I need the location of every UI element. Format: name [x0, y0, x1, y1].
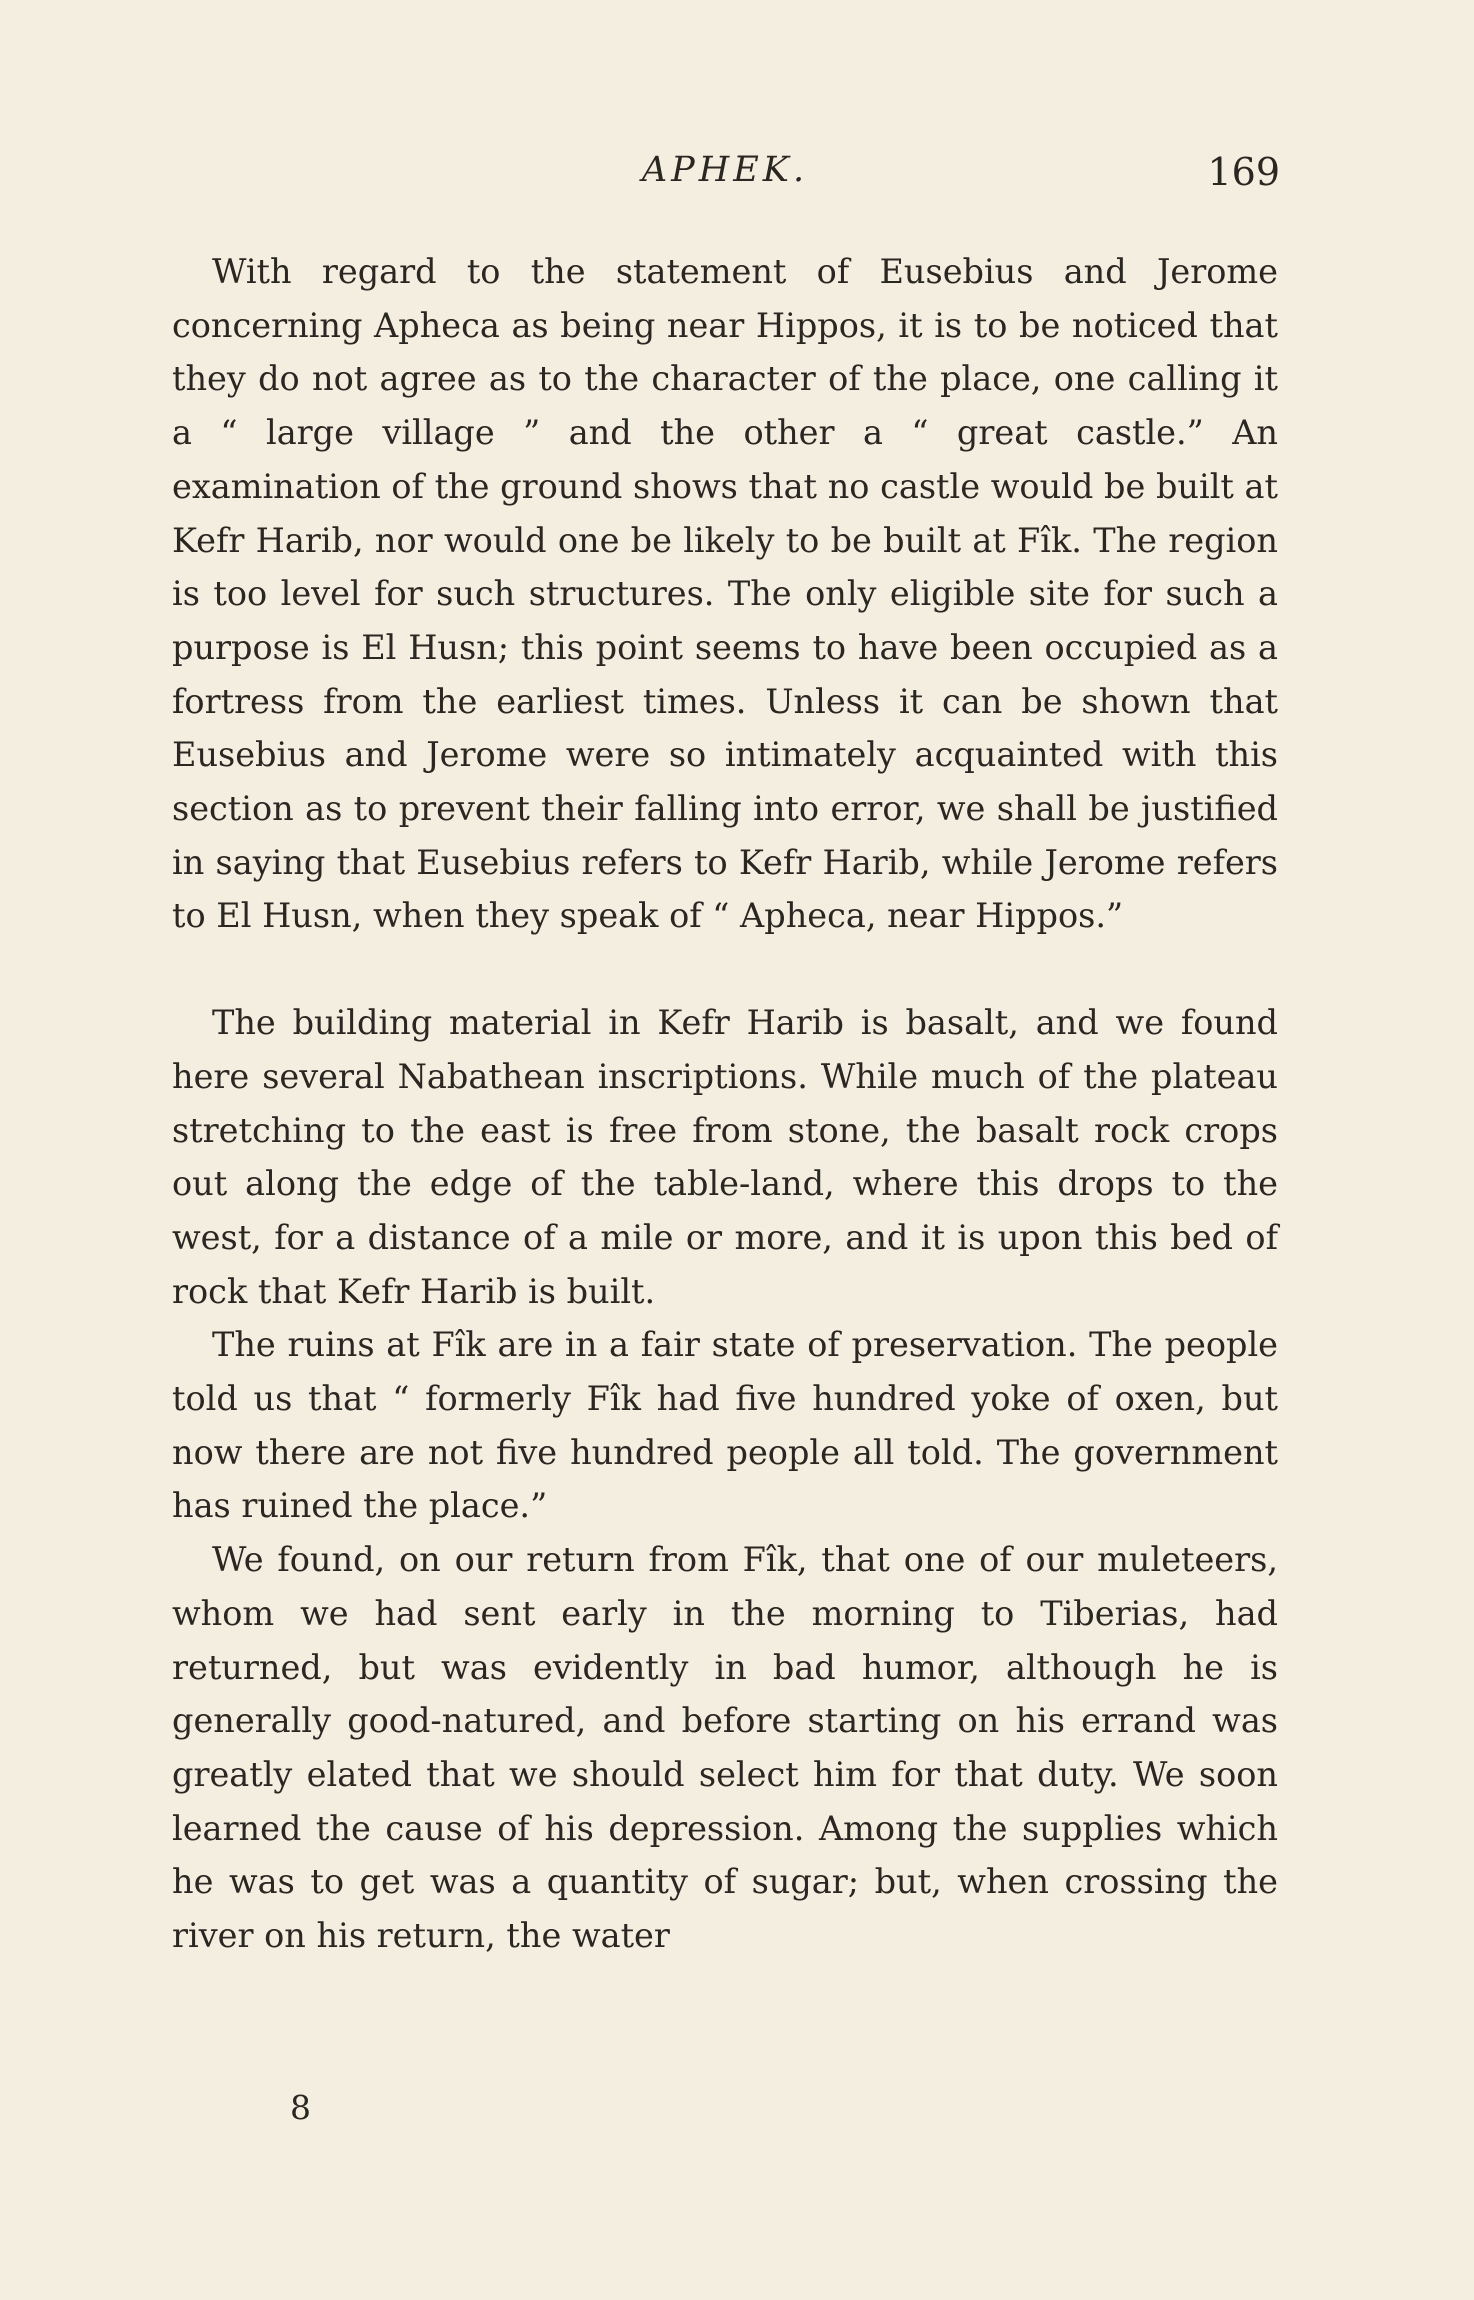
page-number: 169: [1207, 150, 1280, 194]
signature-mark: 8: [290, 2088, 311, 2127]
running-title: APHEK.: [641, 150, 809, 190]
paragraph-ruins-at-fik: The ruins at Fîk are in a fair state of preservation. The people told us that “ formerly Fîk had five hundred yoke of oxen, but now there are not five hundred people all told. The government has ruined the place.”: [172, 1325, 1278, 1526]
paragraph-muleteer-return: We found, on our return from Fîk, that one of our muleteers, whom we had sent early in the morning to Tiberias, had returned, but was evidently in bad humor, although he is generally good-natured, and before starting on his errand was greatly elated that we should select him for that duty. We soon learned the cause of his depression. Among the supplies which he was to get was a quantity of sugar; but, when crossing the river on his return, the water: [172, 1540, 1278, 1956]
paragraph-eusebius-jerome: With regard to the statement of Eusebius and Jerome concerning Apheca as being near Hippos, it is to be noticed that they do not agree as to the character of the place, one calling it a “ large village ” and the other a “ great castle.” An examination of the ground shows that no castle would be built at Kefr Harib, nor would one be likely to be built at Fîk. The region is too level for such structures. The only eligible site for such a purpose is El Husn; this point seems to have been occupied as a fortress from the earliest times. Unless it can be shown that Eusebius and Jerome were so intimately acquainted with this section as to prevent their falling into error, we shall be justified in saying that Eusebius refers to Kefr Harib, while Jerome refers to El Husn, when they speak of “ Apheca, near Hippos.”: [172, 252, 1278, 936]
page-header: [170, 150, 1280, 210]
body-text: [172, 245, 1278, 1963]
paragraph-building-material: The building material in Kefr Harib is basalt, and we found here several Nabathean inscriptions. While much of the plateau stretching to the east is free from stone, the basalt rock crops out along the edge of the table-land, where this drops to the west, for a distance of a mile or more, and it is upon this bed of rock that Kefr Harib is built.: [172, 1003, 1278, 1311]
